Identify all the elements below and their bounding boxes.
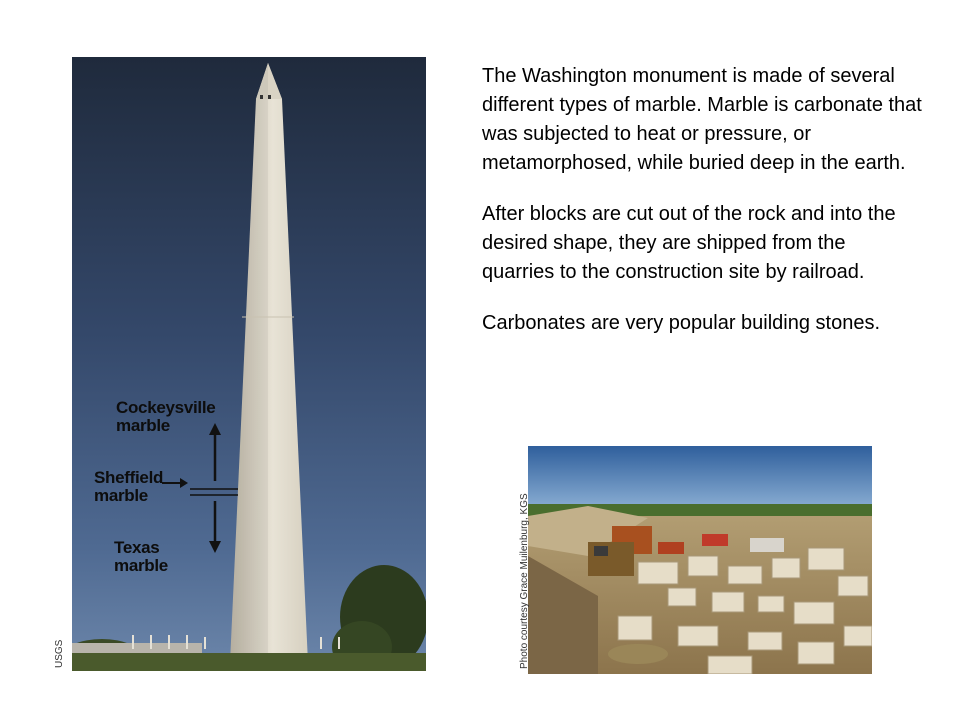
usgs-credit: USGS (54, 639, 65, 668)
paragraph-marble: The Washington monument is made of several different types of marble. Marble is carbonate that was subjected to heat or pressure, or metamorphosed, while buried deep in the earth. (482, 65, 922, 174)
paragraph-carbonates: Carbonates are very popular building stones. (482, 312, 881, 334)
sheffield-marble-label: Sheffield marble (94, 468, 164, 505)
cockeysville-marble-label: Cockeysville marble (116, 398, 216, 435)
texas-marble-label: Texas marble (114, 538, 168, 575)
washington-monument-photo (72, 57, 426, 671)
quarry-photo (528, 446, 872, 674)
paragraph-shipping: After blocks are cut out of the rock and into the desired shape, they are shipped from the quarries to the construction site by railroad. (482, 203, 896, 283)
body-text (482, 62, 922, 360)
quarry-photo-credit: Photo courtesy Grace Muilenburg, KGS (519, 493, 530, 669)
